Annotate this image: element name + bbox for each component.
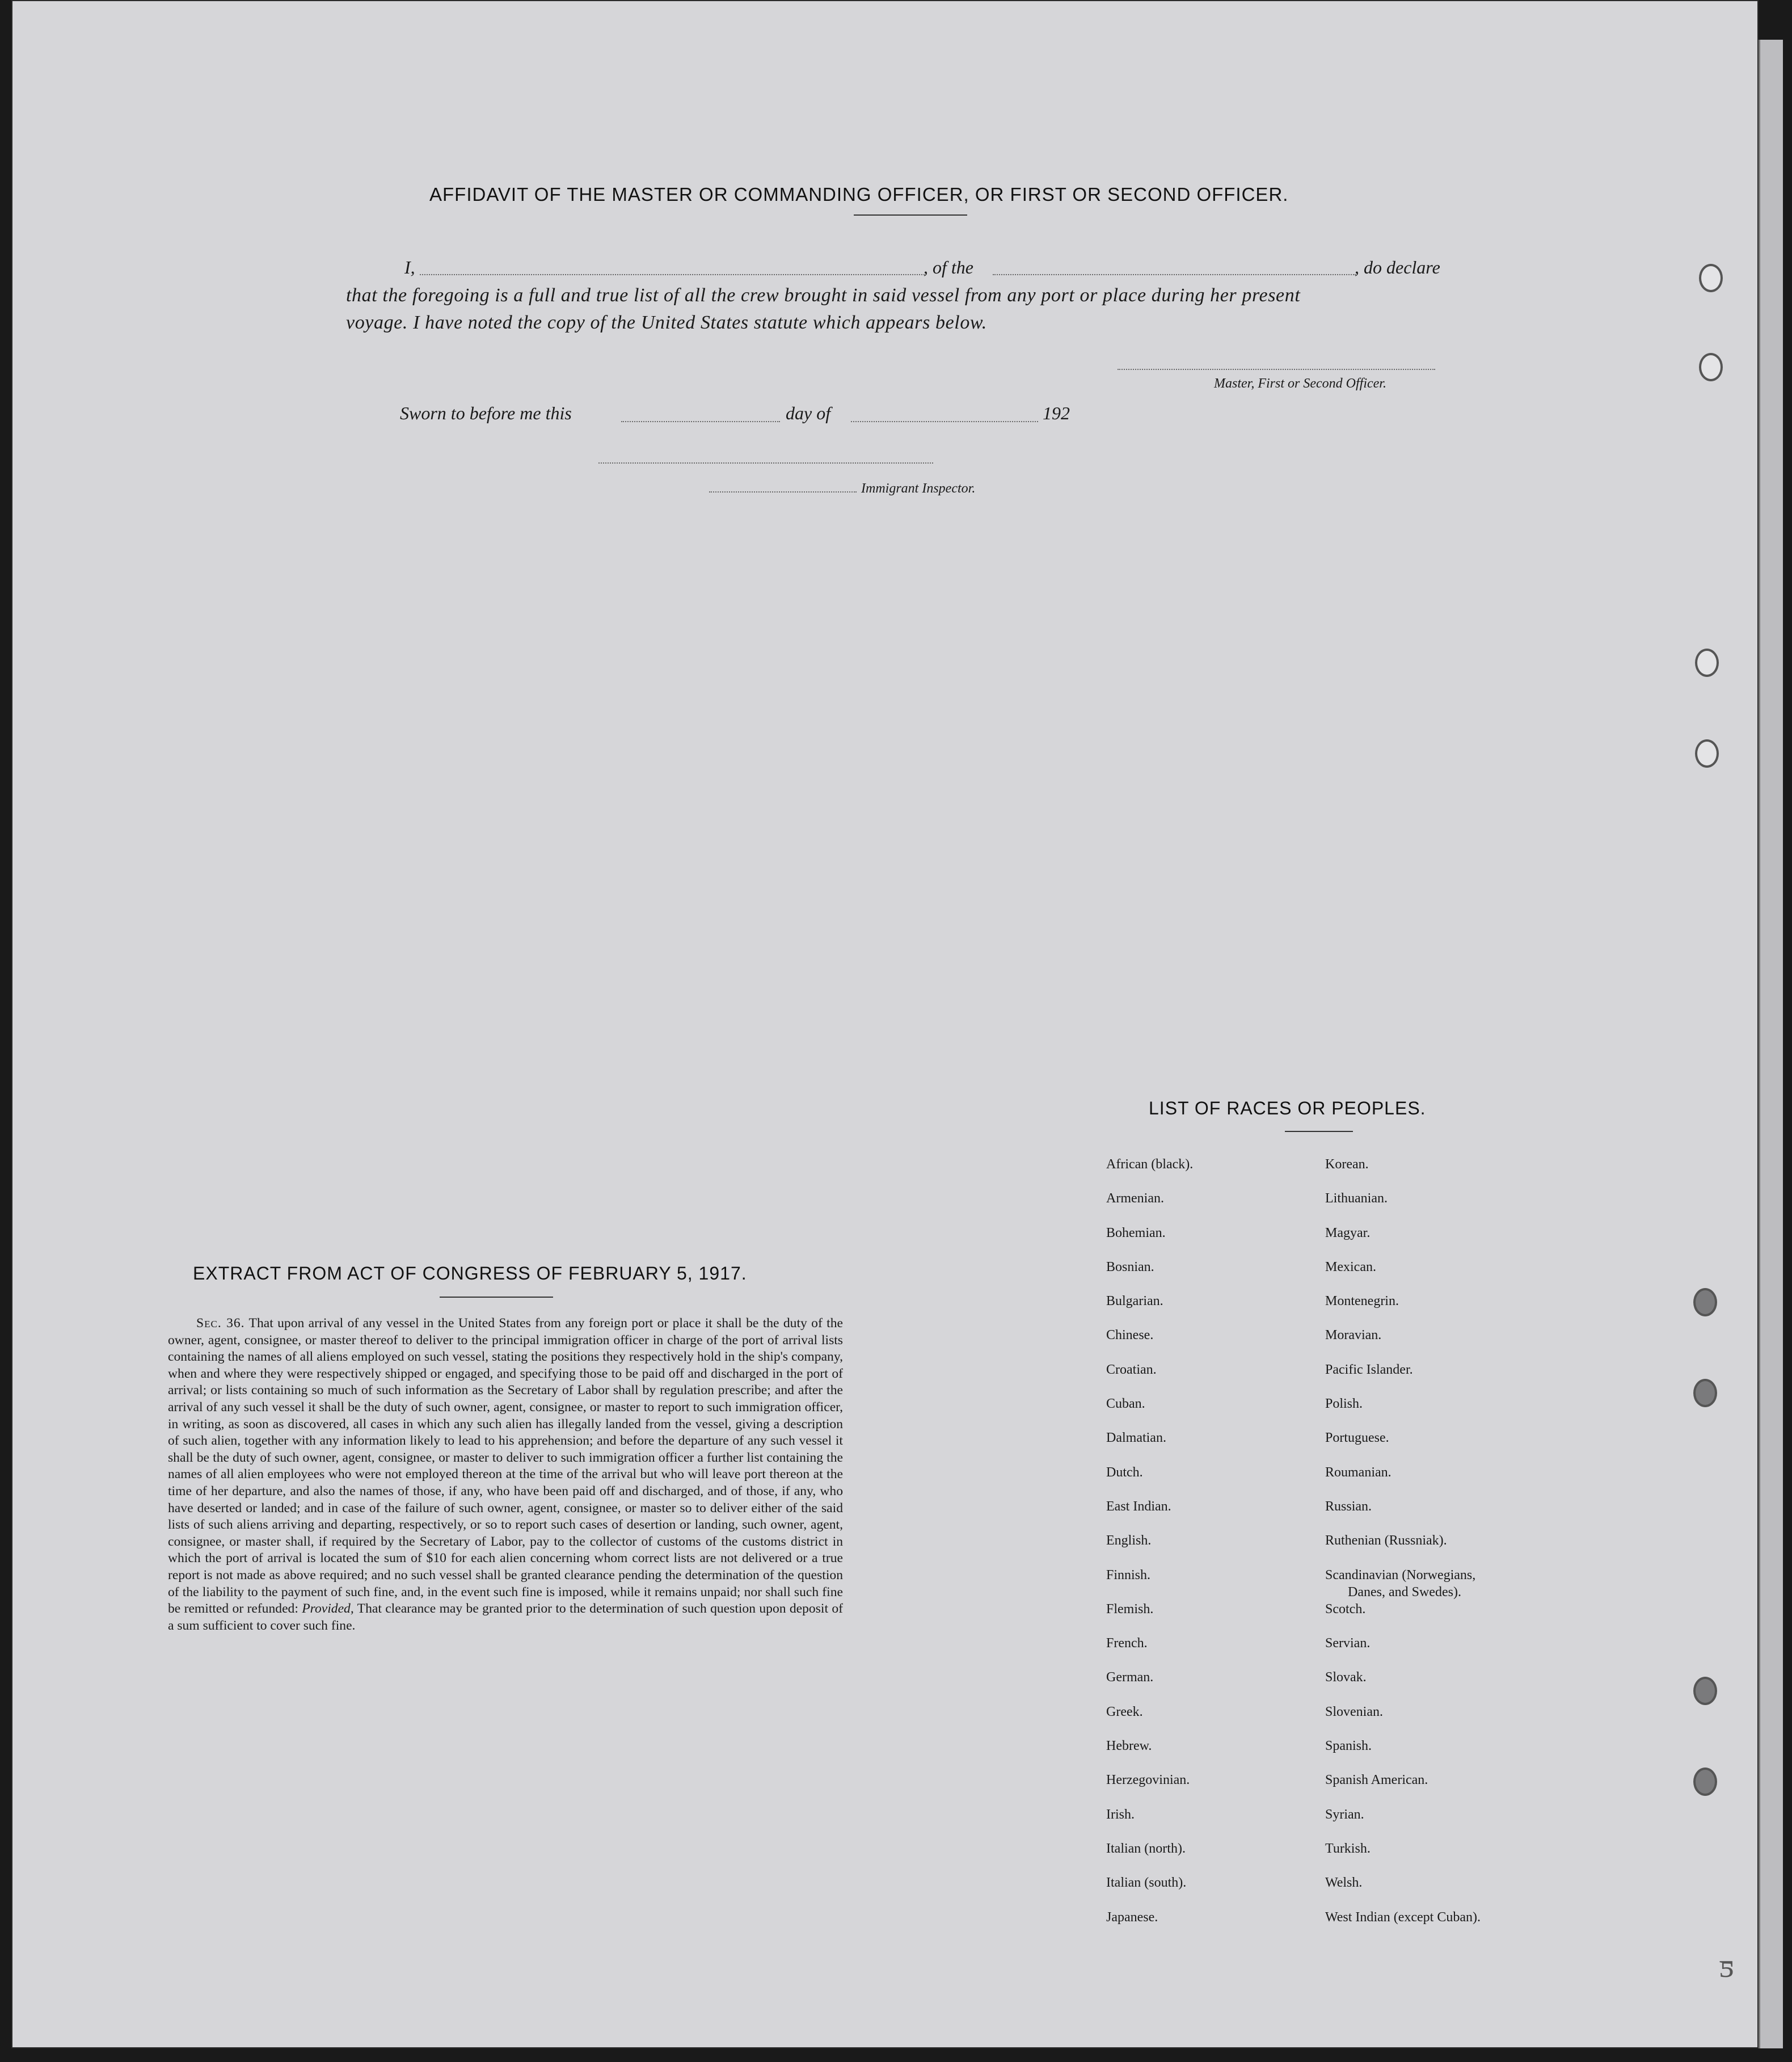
race-item: Dalmatian. bbox=[1106, 1430, 1166, 1446]
statute-section-label: Sec. 36. bbox=[196, 1316, 245, 1331]
race-item: Hebrew. bbox=[1106, 1739, 1152, 1754]
statute-text bbox=[168, 1315, 843, 1634]
races-right-column bbox=[1325, 1156, 1481, 1943]
binder-hole bbox=[1693, 1768, 1717, 1796]
affidavit-heading: AFFIDAVIT OF THE MASTER OR COMMANDING OFFICER, OR FIRST OR SECOND OFFICER. bbox=[429, 184, 1289, 205]
race-item: Mexican. bbox=[1325, 1259, 1376, 1274]
race-item: Portuguese. bbox=[1325, 1430, 1389, 1446]
race-item: Ruthenian (Russniak). bbox=[1325, 1533, 1447, 1548]
race-item: Japanese. bbox=[1106, 1909, 1158, 1925]
race-item: Spanish. bbox=[1325, 1739, 1372, 1754]
race-item: Italian (south). bbox=[1106, 1875, 1187, 1891]
races-left-column bbox=[1106, 1156, 1193, 1943]
statute-provided: Provided, bbox=[302, 1601, 354, 1617]
race-item: Korean. bbox=[1325, 1157, 1369, 1172]
race-item: German. bbox=[1106, 1670, 1154, 1685]
race-item: African (black). bbox=[1106, 1157, 1194, 1172]
race-item: Montenegrin. bbox=[1325, 1294, 1399, 1309]
race-item: Bosnian. bbox=[1106, 1259, 1154, 1274]
race-item: Danes, and Swedes). bbox=[1348, 1584, 1461, 1600]
extract-heading: EXTRACT FROM ACT OF CONGRESS OF FEBRUARY 5, 1917. bbox=[193, 1263, 747, 1284]
extract-heading-rule bbox=[440, 1297, 553, 1298]
inspector-signature-blank bbox=[598, 462, 933, 464]
affidavit-heading-rule bbox=[854, 214, 967, 216]
signer-label: Master, First or Second Officer. bbox=[1214, 376, 1386, 391]
race-item: Scandinavian (Norwegians, bbox=[1325, 1567, 1476, 1583]
affidavit-line-2: that the foregoing is a full and true list of all the crew brought in said vessel from any port or place during her present bbox=[346, 285, 1301, 306]
inspector-line-blank bbox=[709, 491, 857, 493]
races-heading: LIST OF RACES OR PEOPLES. bbox=[1149, 1098, 1426, 1118]
race-item: Cuban. bbox=[1106, 1396, 1145, 1412]
race-item: Scotch. bbox=[1325, 1601, 1366, 1617]
page-edge bbox=[1759, 40, 1783, 2048]
name-blank bbox=[420, 274, 925, 275]
race-item: Slovak. bbox=[1325, 1670, 1367, 1685]
race-item: English. bbox=[1106, 1533, 1152, 1548]
statute-body: That upon arrival of any vessel in the United States from any foreign port or place it shall be the duty of the owner, agent, consignee, or master thereof to deliver to the principal immigration officer in charge of the port of arrival lists containing the names of all aliens employed on such vessel, stating the positions they respectively hold in the ship's company, when and where they were respectively shipped or engaged, and specifying those to be paid off and discharged in the port of arrival; or lists containing so much of such information as the Secretary of Labor shall by regulation prescribe; and after the arrival of any such vessel it shall be the duty of such owner, agent, consignee, or master to report to such immigration officer, in writing, as soon as discovered, all cases in which any such alien has illegally landed from the vessel, giving a description of such alien, together with any information likely to lead to his apprehension; and before the departure of any such vessel it shall be the duty of such owner, agent, consignee, or master to deliver to such immigration officer a further list containing the names of all alien employees who were not employed thereon at the time of the arrival but who will leave port thereon at the time of her departure, and also the names of those, if any, who have been paid off and discharged, and of those, if any, who have deserted or landed; and in case of the failure of such owner, agent, consignee, or master so to deliver either of the said lists of such aliens arriving and departing, respectively, or so to report such cases of desertion or landing, such owner, agent, consignee, or master shall, if required by the Secretary of Labor, pay to the collector of customs of the customs district in which the port of arrival is located the sum of $10 for each alien concerning whom correct lists are not delivered or a true report is not made as above required; and no such vessel shall be granted clearance pending the determination of the question of the liability to the payment of such fine, and, in the event such fine is imposed, while it remains unpaid; nor shall such fine be remitted or refunded: bbox=[168, 1316, 843, 1617]
binder-hole bbox=[1695, 739, 1719, 768]
race-item: Finnish. bbox=[1106, 1567, 1151, 1583]
affidavit-i: I, bbox=[404, 257, 415, 277]
race-item: Bohemian. bbox=[1106, 1225, 1166, 1240]
sworn-text: Sworn to before me this bbox=[400, 403, 572, 423]
race-item: Italian (north). bbox=[1106, 1841, 1186, 1856]
race-item: Bulgarian. bbox=[1106, 1294, 1163, 1309]
inspector-label: Immigrant Inspector. bbox=[861, 481, 976, 496]
binder-hole bbox=[1693, 1677, 1717, 1705]
statute-body-end: That clearance may be granted prior to the determination of such question upon deposit of a sum sufficient to cover such fine. bbox=[168, 1601, 843, 1633]
affidavit-declare: , do declare bbox=[1355, 257, 1440, 277]
signature-blank bbox=[1118, 369, 1435, 370]
binder-hole bbox=[1699, 264, 1723, 292]
races-heading-rule bbox=[1285, 1131, 1353, 1132]
race-item: Lithuanian. bbox=[1325, 1191, 1388, 1206]
race-item: Polish. bbox=[1325, 1396, 1363, 1412]
binder-hole bbox=[1695, 649, 1719, 677]
document-page bbox=[11, 0, 1759, 2048]
race-item: Spanish American. bbox=[1325, 1773, 1428, 1788]
race-item: Armenian. bbox=[1106, 1191, 1164, 1206]
race-item: Irish. bbox=[1106, 1807, 1135, 1822]
race-item: Pacific Islander. bbox=[1325, 1362, 1413, 1377]
race-item: East Indian. bbox=[1106, 1499, 1171, 1514]
page-mark: ƽ bbox=[1719, 1947, 1734, 1984]
affidavit-line-3: voyage. I have noted the copy of the United States statute which appears below. bbox=[346, 312, 987, 333]
race-item: Servian. bbox=[1325, 1636, 1371, 1651]
race-item: Roumanian. bbox=[1325, 1465, 1392, 1480]
race-item: Welsh. bbox=[1325, 1875, 1363, 1891]
race-item: Slovenian. bbox=[1325, 1704, 1383, 1719]
affidavit-of-the: , of the bbox=[924, 257, 973, 277]
race-item: West Indian (except Cuban). bbox=[1325, 1909, 1481, 1925]
binder-hole bbox=[1699, 353, 1723, 381]
race-item: Syrian. bbox=[1325, 1807, 1364, 1822]
vessel-blank bbox=[993, 274, 1356, 275]
day-of-text: day of bbox=[786, 403, 831, 423]
sworn-year: 192 bbox=[1043, 403, 1070, 423]
race-item: Moravian. bbox=[1325, 1328, 1382, 1343]
race-item: Dutch. bbox=[1106, 1465, 1143, 1480]
sworn-month-blank bbox=[851, 421, 1038, 422]
race-item: Magyar. bbox=[1325, 1225, 1371, 1240]
race-item: French. bbox=[1106, 1636, 1148, 1651]
sworn-day-blank bbox=[621, 421, 780, 422]
race-item: Flemish. bbox=[1106, 1601, 1154, 1617]
race-item: Turkish. bbox=[1325, 1841, 1371, 1856]
race-item: Herzegovinian. bbox=[1106, 1773, 1190, 1788]
binder-hole bbox=[1693, 1288, 1717, 1316]
race-item: Croatian. bbox=[1106, 1362, 1157, 1377]
race-item: Greek. bbox=[1106, 1704, 1143, 1719]
race-item: Chinese. bbox=[1106, 1328, 1154, 1343]
binder-hole bbox=[1693, 1379, 1717, 1407]
race-item: Russian. bbox=[1325, 1499, 1372, 1514]
